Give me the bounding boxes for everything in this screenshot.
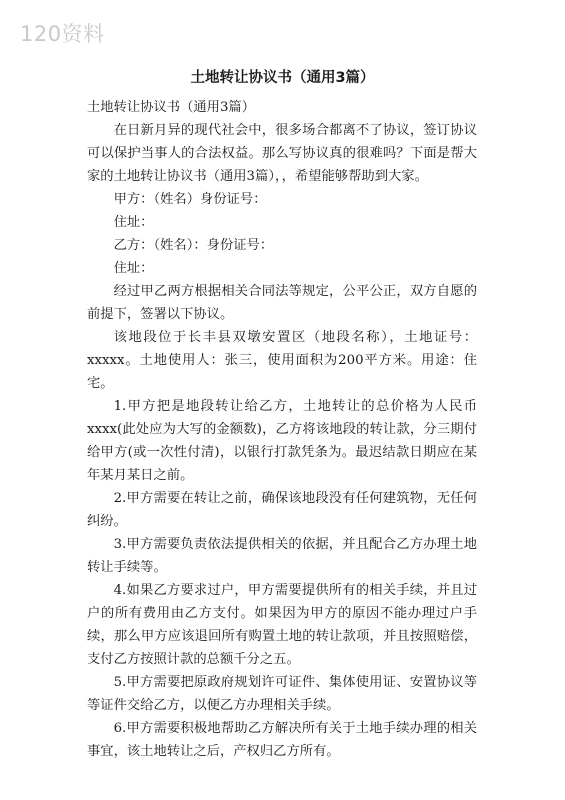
document-subtitle: 土地转让协议书（通用3篇） bbox=[87, 100, 256, 115]
clause-3: 3.甲方需要负责依法提供相关的依据，并且配合乙方办理土地转让手续等。 bbox=[87, 537, 477, 575]
party-b-field: 乙方：（姓名）：身份证号： bbox=[113, 238, 274, 253]
intro-paragraph: 在日新月异的现代社会中，很多场合都离不了协议，签订协议可以保护当事人的合法权益。那么写协议真的很难吗？下面是帮大家的土地转让协议书（通用3篇），，希望能够帮助到大家。 bbox=[87, 123, 477, 184]
document-title: 土地转让协议书（通用3篇） bbox=[190, 70, 375, 86]
party-b-address-field: 住址： bbox=[113, 261, 154, 276]
party-a-field: 甲方：（姓名）身份证号： bbox=[113, 192, 267, 207]
clause-1: 1.甲方把是地段转让给乙方，土地转让的总价格为人民币xxxx(此处应为大写的金额数)，乙方将该地段的转让款，分三期付给甲方(或一次性付清)，以银行打款凭条为。最迟结款日期应在某年某月某日之前。 bbox=[87, 399, 477, 483]
land-info-paragraph: 该地段位于长丰县双墩安置区（地段名称），土地证号：xxxxx。土地使用人：张三，使用面积为200平方米。用途：住宅。 bbox=[87, 330, 477, 391]
watermark-logo: 120资料 bbox=[20, 22, 105, 46]
clause-5: 5.甲方需要把原政府规划许可证件、集体使用证、安置协议等等证件交给乙方，以便乙方办理相关手续。 bbox=[87, 675, 477, 713]
clause-4: 4.如果乙方要求过户，甲方需要提供所有的相关手续，并且过户的所有费用由乙方支付。如果因为甲方的原因不能办理过户手续，那么甲方应该退回所有购置土地的转让款项，并且按照赔偿，支付乙方按照计款的总额千分之五。 bbox=[87, 583, 477, 667]
clause-2: 2.甲方需要在转让之前，确保该地段没有任何建筑物，无任何纠纷。 bbox=[87, 491, 477, 529]
agreement-intro-paragraph: 经过甲乙两方根据相关合同法等规定，公平公正，双方自愿的前提下，签署以下协议。 bbox=[87, 284, 477, 322]
document-body bbox=[87, 96, 477, 763]
clause-6: 6.甲方需要积极地帮助乙方解决所有关于土地手续办理的相关事宜，该土地转让之后，产权归乙方所有。 bbox=[87, 721, 477, 759]
party-a-address-field: 住址： bbox=[113, 215, 154, 230]
